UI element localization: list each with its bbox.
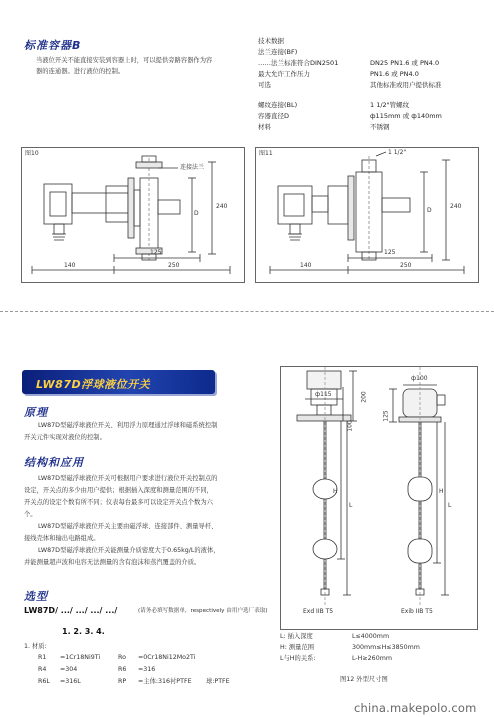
legend-key: L: 插入深度 <box>280 633 313 640</box>
section-divider <box>0 311 494 312</box>
mat-code: R6 <box>118 666 127 673</box>
principle-line: LW87D型磁浮球液位开关、利用浮力原理通过浮球和磁系统控制 <box>38 422 218 429</box>
principle-line: 开关元件实现对液位的控制。 <box>24 434 106 441</box>
dim-label: 250 <box>400 262 412 269</box>
structure-line: 个。 <box>24 511 37 518</box>
legend-value: L-H≥260mm <box>352 655 392 662</box>
mat-value: =316 <box>138 666 156 673</box>
dim-label: 125 <box>150 249 162 256</box>
spec-label: ……法兰标准符合DIN2501 <box>258 59 339 67</box>
desc-line-1: 当液位开关不能直接安装到容器上时，可以提供旁路容器作为容 <box>36 57 213 64</box>
dim-label: 240 <box>450 203 462 210</box>
spec-value: 不锈钢 <box>370 123 390 131</box>
structure-line: LW87D型磁浮球液位开关可根据用户要求进行液位开关控制点的 <box>38 475 218 482</box>
legend-key: H: 测量范围 <box>280 644 315 651</box>
spec-value: 其他标准或用户提供标准 <box>370 81 442 89</box>
instrument-name: Exib IIB T5 <box>401 608 433 615</box>
dim-label: ф100 <box>411 375 428 382</box>
spec-label: 技术数据 <box>258 37 284 45</box>
dim-label: 125 <box>382 410 390 422</box>
figure-label: 图10 <box>25 150 39 157</box>
structure-title: 结构和应用 <box>24 456 84 469</box>
figure-10 <box>21 147 245 283</box>
mat-code: RP <box>118 678 127 685</box>
model-note: (请务必填写数据单，respectively 由用户选厂表取) <box>138 608 268 614</box>
figure-11-drawing <box>256 148 478 282</box>
dim-label: 125 <box>384 249 396 256</box>
figure-10-drawing <box>22 148 244 282</box>
figure-12-caption: 图12 外型尺寸图 <box>340 676 388 683</box>
banner-title: LW87D浮球液位开关 <box>36 378 151 391</box>
spec-label: 可选 <box>258 81 271 89</box>
watermark: china.makepolo.com <box>354 701 477 715</box>
mat-value: =316L <box>60 678 81 685</box>
lw87d-banner <box>22 370 215 394</box>
legend-value: 300mm≤H≤3850mm <box>352 644 420 651</box>
structure-line: LW87D型磁浮球液位开关主要由磁浮球、连接部件、测量导杆、 <box>38 523 218 530</box>
legend-key: L与H的关系: <box>280 655 316 662</box>
mat-value: =1Cr18Ni9Ti <box>60 654 101 661</box>
spec-value: PN1.6 或 PN4.0 <box>370 70 419 78</box>
instrument-name: Exd IIB T5 <box>303 608 334 615</box>
section-title-standard-container: 标准容器B <box>24 39 82 52</box>
dim-label: D <box>194 210 199 217</box>
structure-line: 开关点的设定个数有所不同；仪表每台最多可以设定开关点个数为六 <box>24 499 213 506</box>
dim-label: 140 <box>300 262 312 269</box>
callout-label: 连接法兰 <box>180 164 205 171</box>
mat-value: =主体:316衬PTFE <box>138 678 192 685</box>
model-title: 选型 <box>24 590 48 603</box>
dim-label: D <box>427 207 432 214</box>
dim-label: 100 <box>346 420 354 432</box>
dim-label: L <box>349 502 353 509</box>
figure-11 <box>255 147 479 283</box>
dim-label: H <box>439 488 444 495</box>
dim-label: ф115 <box>315 391 332 398</box>
dim-label: L <box>448 502 452 509</box>
mat-value: =304 <box>60 666 78 673</box>
spec-label: 容器直径D <box>258 112 290 120</box>
dim-label: 250 <box>168 262 180 269</box>
figure-12 <box>280 366 478 630</box>
mat-code: R4 <box>38 666 47 673</box>
mat-value: 球:PTFE <box>206 678 230 685</box>
callout-label: 1 1/2" <box>388 149 407 156</box>
principle-title: 原理 <box>24 406 48 419</box>
spec-label: 螺纹连接(BL) <box>258 101 298 109</box>
desc-line-2: 器的连通器。进行液位的控制。 <box>36 68 125 75</box>
mat-code: Ro <box>118 654 126 661</box>
dim-label: 200 <box>360 391 368 403</box>
mat-value: =0Cr18Ni12Mo2Ti <box>138 654 196 661</box>
spec-label: 材料 <box>258 123 271 131</box>
dim-label: H <box>333 488 338 495</box>
spec-value: DN25 PN1.6 或 PN4.0 <box>370 59 440 67</box>
figure-12-drawing <box>281 367 477 629</box>
material-title: 1. 材质: <box>24 643 47 650</box>
spec-value: ф115mm 或 ф140mm <box>370 112 442 120</box>
figure-label: 图11 <box>259 150 273 157</box>
mat-code: R6L <box>38 678 50 685</box>
structure-line: LW87D型磁浮球液位开关能测量介质密度大于0.65kg/L的液体， <box>38 547 220 554</box>
dim-label: 140 <box>64 262 76 269</box>
model-code: LW87D/ .../ .../ .../ .../ <box>24 606 118 615</box>
spec-label: 最大允许工作压力 <box>258 70 310 78</box>
dim-label: 240 <box>216 203 228 210</box>
spec-label: 法兰连接(BF) <box>258 48 298 56</box>
legend-value: L≤4000mm <box>352 633 390 640</box>
structure-line: 接线壳体和输出电路组成。 <box>24 535 100 542</box>
mat-code: R1 <box>38 654 47 661</box>
model-numbers: 1. 2. 3. 4. <box>62 627 105 636</box>
structure-line: 设定，开关点的多少由用户提供；根据插入深度和测量范围的不同， <box>24 487 213 494</box>
structure-line: 并能测量超声波和电容无法测量的含有泡沫和蒸汽覆盖的介质。 <box>24 559 201 566</box>
spec-value: 1 1/2"管螺纹 <box>370 101 410 109</box>
